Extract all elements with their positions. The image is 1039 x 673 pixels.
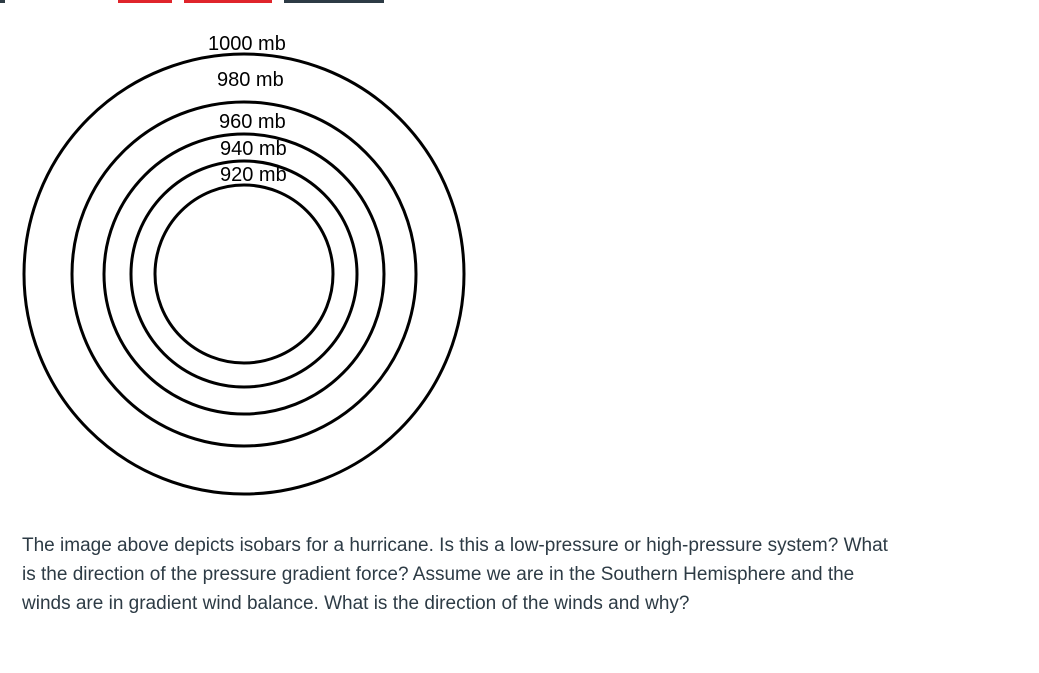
question-text: The image above depicts isobars for a hurricane. Is this a low-pressure or high-pressure system? What is the direction of the pressure gradient force? Assume we are in the Southern Hemisphere and the winds are in gradient wind balance. What is the direction of the winds and why? <box>22 535 888 614</box>
isobar-label-920mb: 920 mb <box>220 164 287 186</box>
isobar-920mb <box>155 185 333 363</box>
isobar-label-1000mb: 1000 mb <box>208 33 286 55</box>
isobar-label-980mb: 980 mb <box>217 69 284 91</box>
isobar-940mb <box>131 161 357 387</box>
isobar-label-940mb: 940 mb <box>220 138 287 160</box>
isobar-label-960mb: 960 mb <box>219 111 286 133</box>
